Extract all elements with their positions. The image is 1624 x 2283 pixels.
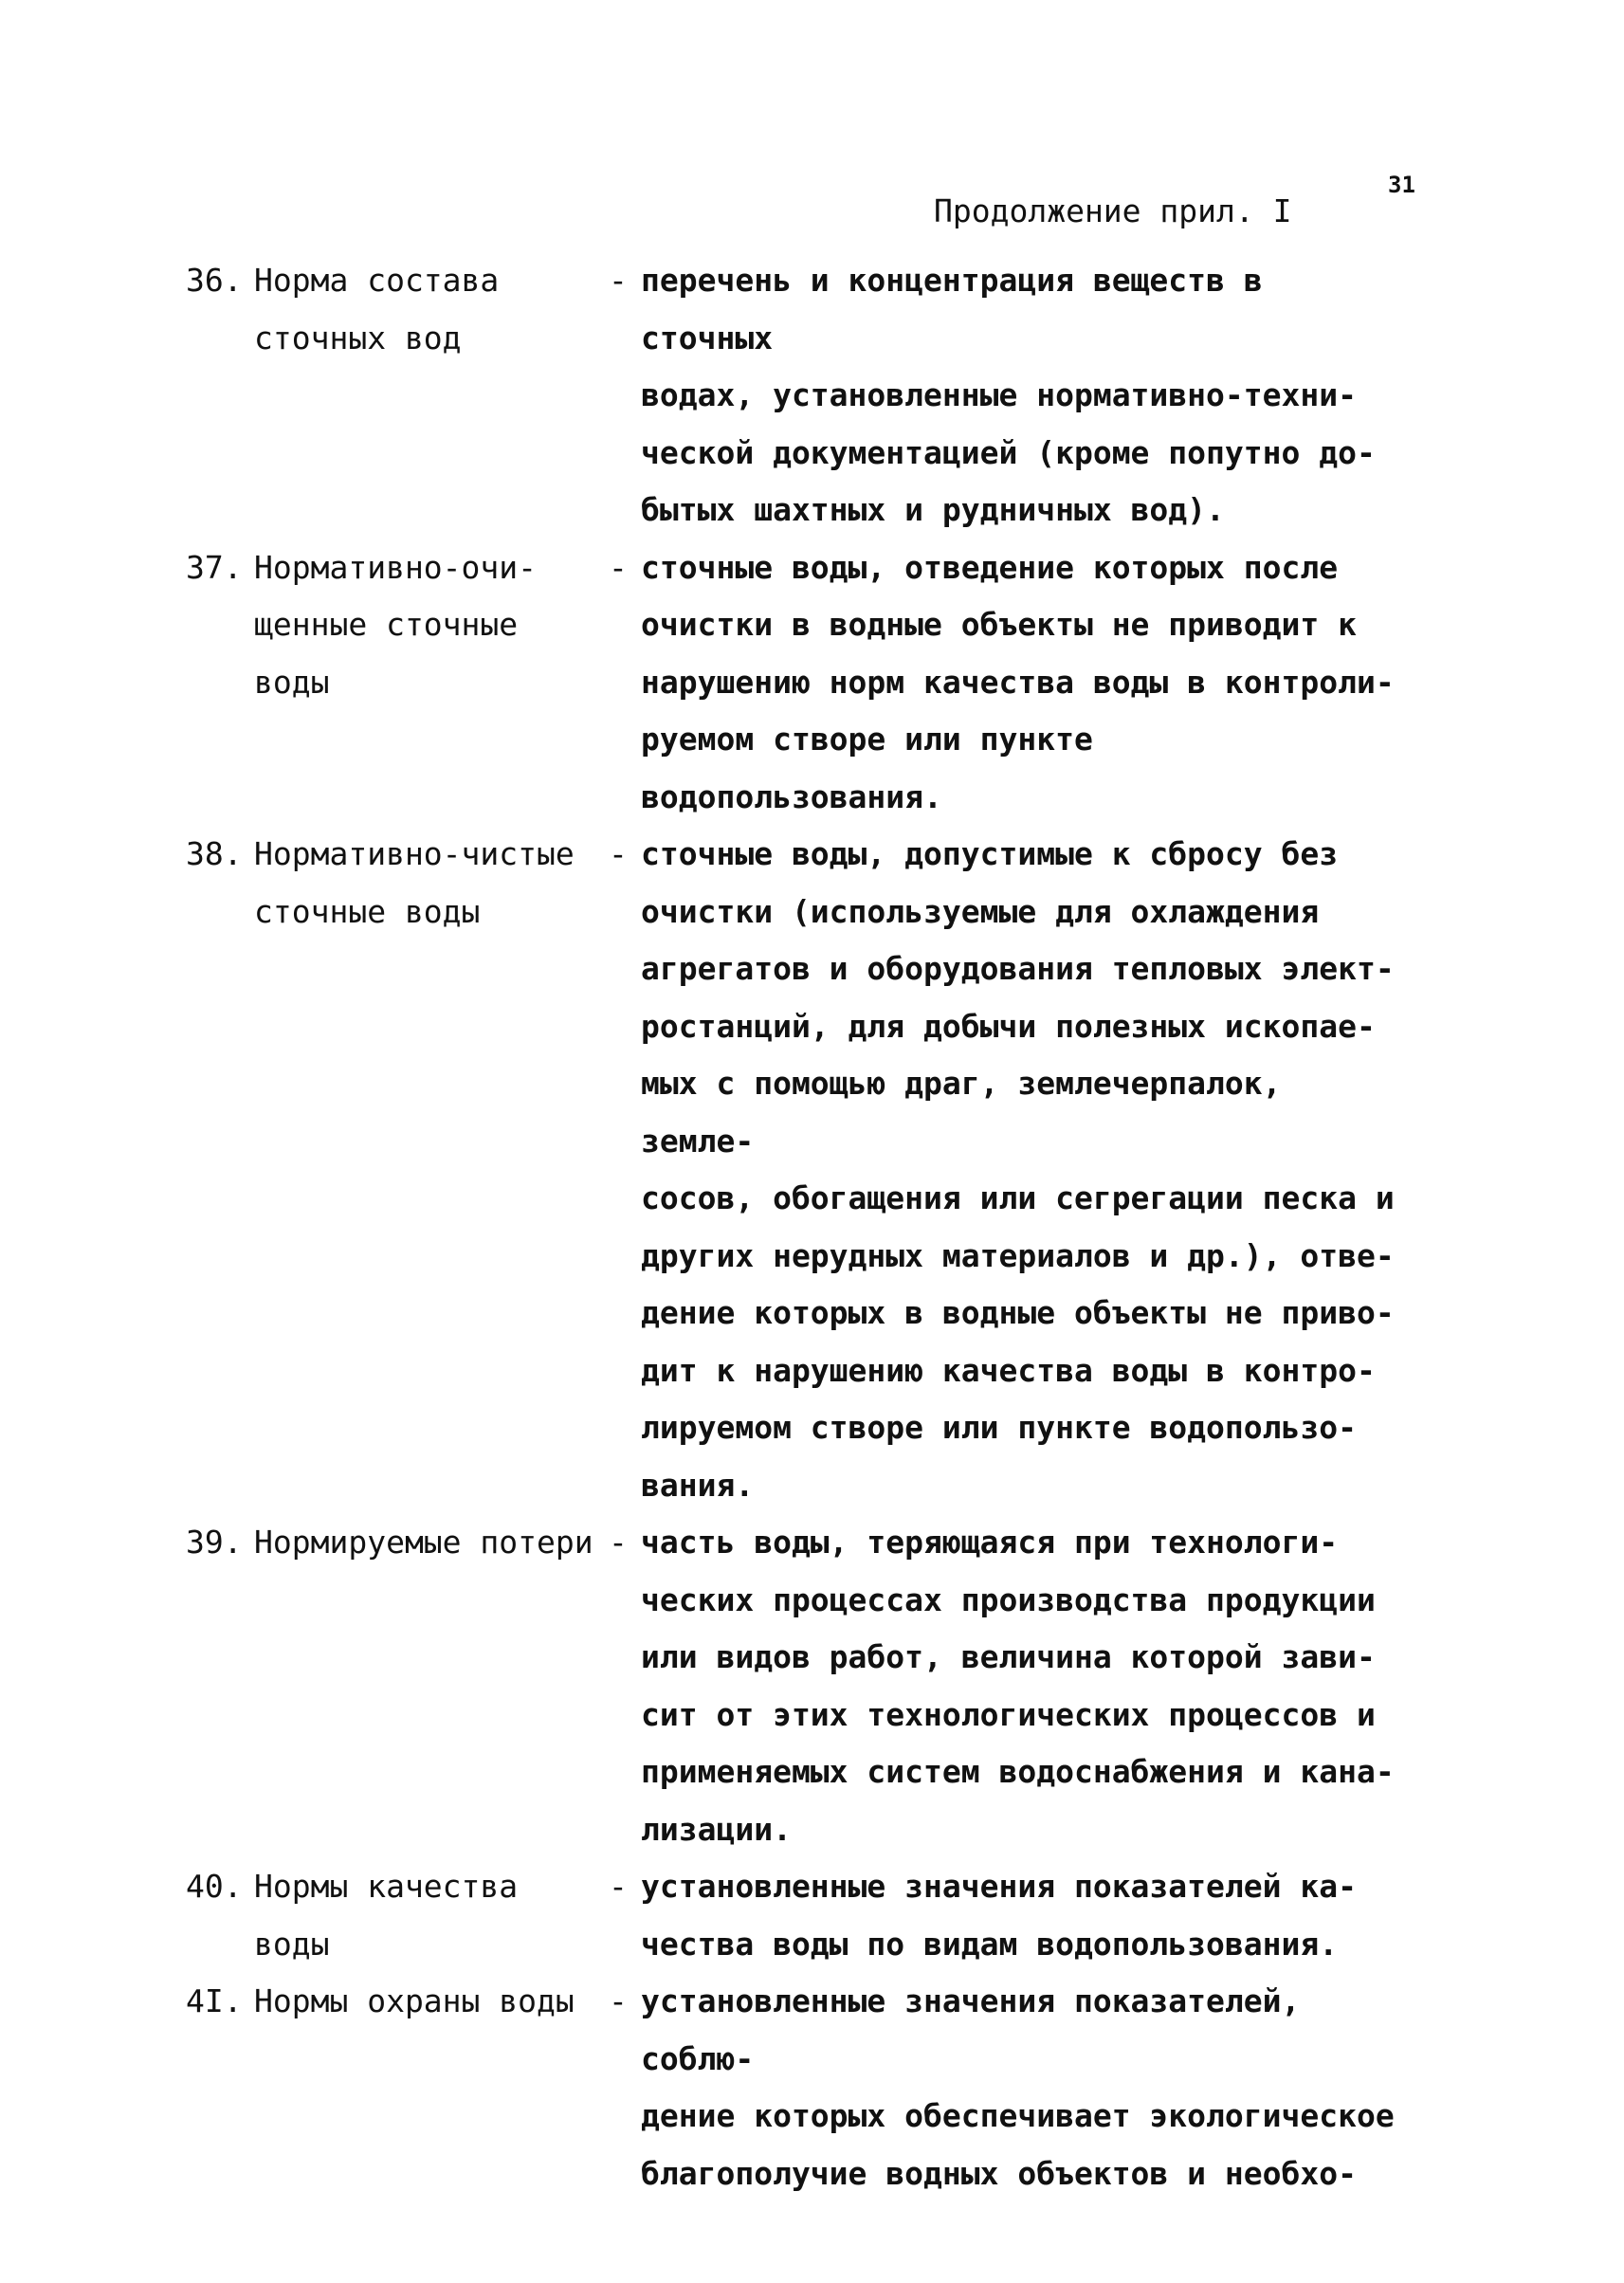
glossary-entry-40: [186, 1858, 1418, 1973]
entry-term: Нормативно-чистые сточные воды: [254, 835, 575, 930]
entry-number: 39.: [186, 1524, 243, 1561]
entry-definition: перечень и концентрация веществ в сточных водах, установленные нормативно-техни- ческой документацией (кроме попутно до- бытых шахтных и рудничных вод).: [641, 262, 1376, 528]
entry-number: 37.: [186, 548, 243, 586]
entry-term: Норма состава сточных вод: [254, 262, 500, 356]
entry-definition: часть воды, теряющаяся при технологи- ческих процессах производства продукции или видов работ, величина которой зави- сит от этих технологических процессов и применяемых систем водоснабжения и кана- лизации.: [641, 1524, 1395, 1848]
glossary-entry-41: [186, 1973, 1418, 2202]
entry-term: Нормы качества воды: [254, 1868, 519, 1963]
glossary-entry-38: [186, 826, 1418, 1514]
glossary-entry-37: [186, 539, 1418, 827]
continuation-header: Продолжение прил. I: [934, 192, 1292, 229]
entry-dash: -: [609, 835, 628, 872]
glossary-entries: [186, 252, 1418, 2202]
entry-dash: -: [609, 262, 628, 299]
entry-number: 4I.: [186, 1982, 243, 2019]
entry-number: 40.: [186, 1868, 243, 1905]
entry-dash: -: [609, 1524, 628, 1561]
entry-dash: -: [609, 1868, 628, 1905]
entry-dash: -: [609, 548, 628, 586]
entry-term: Нормативно-очи- щенные сточные воды: [254, 548, 538, 701]
page-number: 31: [1388, 172, 1415, 198]
entry-number: 36.: [186, 262, 243, 299]
entry-definition: сточные воды, отведение которых после очистки в водные объекты не приводит к нарушению норм качества воды в контроли- руемом створе или пункте водопользования.: [641, 548, 1395, 815]
entry-dash: -: [609, 1982, 628, 2019]
glossary-entry-39: [186, 1514, 1418, 1858]
entry-definition: сточные воды, допустимые к сбросу без очистки (используемые для охлаждения агрегатов и оборудования тепловых элект- ростанций, для добычи полезных ископае- мых с помощью драг, землечерпалок, земле- сосов, обогащения или сегрегации песка и других нерудных материалов и др.), отве- дение которых в водные объекты не приво- дит к нарушению качества воды в контро- лируемом створе или пункте водопользо- вания.: [641, 835, 1395, 1504]
entry-definition: установленные значения показателей ка- чества воды по видам водопользования.: [641, 1868, 1357, 1963]
entry-number: 38.: [186, 835, 243, 872]
entry-term: Нормы охраны воды: [254, 1982, 575, 2019]
entry-definition: установленные значения показателей, соблю- дение которых обеспечивает экологическое благополучие водных объектов и необхо-: [641, 1982, 1395, 2192]
entry-term: Нормируемые потери: [254, 1524, 593, 1561]
glossary-entry-36: [186, 252, 1418, 539]
